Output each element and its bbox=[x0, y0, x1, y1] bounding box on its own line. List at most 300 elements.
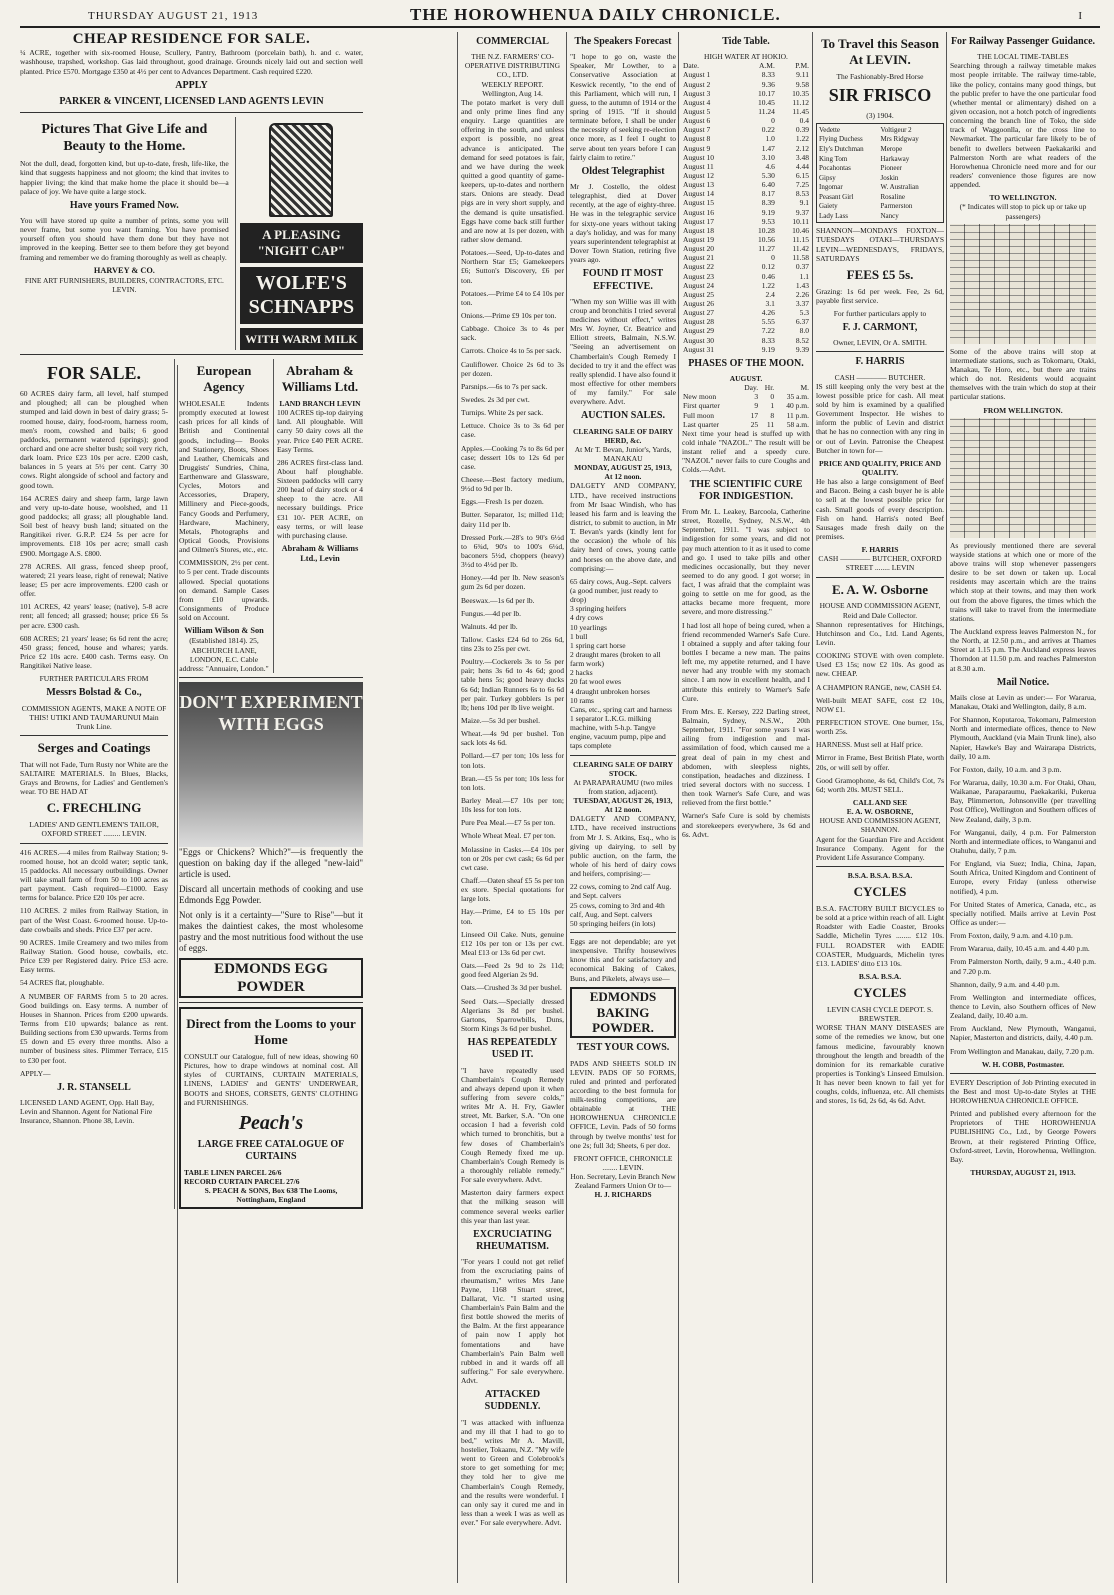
pedigree-entry: Ingomar bbox=[819, 183, 843, 192]
mail-text-13: From Auckland, New Plymouth, Wanganui, Napier, Masterton and districts, daily, 4.40 p.m. bbox=[950, 1024, 1096, 1043]
tide-cell: August 1 bbox=[683, 70, 711, 80]
tide-cell: August 11 bbox=[683, 161, 714, 171]
harris-text-2: He has also a large consignment of Beef and Bacon. Being a cash buyer he is able to sell at the lowest possible price for cash. Small goods of every description. Fish on hand. Harris's noted Beef Sausages made fresh daily on the premises. bbox=[816, 477, 944, 542]
tide-cell: 3.1 bbox=[765, 298, 775, 308]
commercial-para-2: Potatoes.—Seed, Up-to-dates and Northern Star £5; Gamekeepers £6; Sutton's Discovery, £6 per ton. bbox=[461, 248, 564, 285]
tide-cell: 9.19 bbox=[761, 207, 775, 217]
edmonds-egg-powder: EDMONDS EGG POWDER bbox=[179, 958, 363, 999]
found-text: "When my son Willie was ill with croup and bronchitis I tried several medicines without effect," writes Mrs W. Joyner, Cr. Beatrice and Elliott streets, Balmain, N.S.W. "Seeing an advertisement on Chamberlain's Cough Remedy I decided to try it and the effect was really splendid. I have also found it most effective for other members of my family." For sale everywhere. Advt. bbox=[570, 296, 676, 407]
pedigree-entry: Pocahontas bbox=[819, 164, 851, 173]
tide-sub: HIGH WATER AT HOKIO. bbox=[704, 52, 788, 62]
european-text: WHOLESALE Indents promptly executed at lowest cash prices for all kinds of British and Continental goods, including— Books and Stationery, Boots, Shoes and Leather, Chemicals and Druggists' Sundries, China, Earthenware and Glassware, Cycles, Motors and Accessories, Drapery, Millinery and Piece-goods, Fancy Goods and Perfumery, Hardware, Machinery, Metals, Photographs and Optical Goods, Provisions and Oilmen's Stores, etc., etc. bbox=[179, 398, 269, 555]
fees-label: FEES £5 5s. bbox=[846, 266, 914, 282]
mail-text-3: For Foxton, daily, 10 a.m. and 3 p.m. bbox=[950, 764, 1062, 774]
abraham-title: Abraham & Williams Ltd. bbox=[281, 363, 359, 395]
lot2-3: 50 springing heifers (in lots) bbox=[570, 918, 656, 928]
pedigree-entry: Peasant Girl bbox=[819, 192, 854, 201]
tide-row bbox=[682, 171, 810, 180]
tide-cell: 10.35 bbox=[792, 88, 809, 98]
harvey-name: HARVEY & CO. bbox=[93, 265, 155, 275]
european-commission: COMMISSION, 2½ per cent. to 5 per cent. Trade discounts allowed. Special quotations on demand. Sample Cases from £10 upwards. Consignments of Produce sold on Account. bbox=[179, 558, 269, 623]
lot1-11: 10 rams bbox=[570, 695, 594, 705]
lot1-8: 2 hacks bbox=[570, 668, 593, 678]
pedigree-entry: Harkaway bbox=[880, 154, 910, 163]
commercial-para-21: Tallow. Casks £24 6d to 26s 6d, tins 23s to 25s per cwt. bbox=[461, 634, 564, 654]
test-cows-text: PADS AND SHEETS SOLD IN LEVIN. PADS OF 50 FORMS, ruled and printed and perforated according to the best formula for milk-testing competitions, are obtainable at THE HOROWHENUA CHRONICLE OFFICE, Levin. Pads of 50 forms through by twelve months' test for one 2s; full 3d; Sheets, 6 per doz. bbox=[570, 1058, 676, 1150]
eggs-text: Discard all uncertain methods of cooking and use Edmonds Egg Powder. bbox=[179, 883, 363, 905]
tide-cell: 5.30 bbox=[761, 171, 775, 181]
phase-cell: 17 bbox=[750, 410, 759, 420]
commercial-para-1: The potato market is very dull and only prime lines find any enquiry. Large quantities are offering in the south, and unless export is possible, no great advance is anticipated. The demand for seed potatoes is fair, and we have during the week quitted a good quantity of game-keepers, up-to-dates and northern stars. Onions are steady. Dead pigs are in very short supply, and the demand is quite unsatisfied. Eggs have come back still further and are now at 1s per dozen, with rather slow demand. bbox=[461, 97, 564, 244]
grazing-text: Grazing: 1s 6d per week. Fee, 2s 6d, payable first service. bbox=[816, 286, 944, 305]
mail-title: Mail Notice. bbox=[996, 676, 1050, 688]
tide-cell: 0 bbox=[771, 116, 775, 126]
peach-catalogue: LARGE FREE CATALOGUE OF CURTAINS bbox=[197, 1139, 345, 1163]
worse-text: WORSE THAN MANY DISEASES are some of the remedies we know, but one famous medicine, favourably known throughout the length and breadth of the dominion for its remarkable curative properties is Tonking's Linseed Emulsion. It has never been known to fail yet for coughs, colds, influenza, etc. All chemists and stores, 1s 6d, 2s 6d, 4s 6d. Advt. bbox=[816, 1023, 944, 1106]
european-title: European Agency bbox=[196, 363, 252, 395]
telegraphist-title: Oldest Telegraphist bbox=[581, 165, 665, 177]
cure-text: From Mr. L. Leakey, Barcoola, Catherine street, Rozelle, Sydney, N.S.W., 4th September, 1911. "I was subject to indigestion for some years, and did not pay much attention to it as it used to come and go. I used to take pills and other medicines occasionally, but they never seemed to do any good. I got worse; in fact, I was afraid that the complaint was going to settle on me for good, as the attacks became more frequent, more severe, and more distressing." bbox=[682, 506, 810, 617]
pedigree-entry: Parmerston bbox=[880, 202, 913, 211]
tide-cell: 1.22 bbox=[795, 134, 809, 144]
cure-text-3: From Mrs. E. Kersey, 222 Darling street, Balmain, Sydney, N.S.W., 20th September, 1911. "For some years I was ailing from indigestion and mal-assimilation of food, which caused me a great deal of pain in my chest and abdomen, with sleepless nights, constipation, headaches and dizziness. I tried several doctors with no success. I then took Warner's Safe Cure, and was relieved from the first bottle." bbox=[682, 706, 810, 808]
time-tables-label: THE LOCAL TIME-TABLES bbox=[977, 52, 1069, 62]
telegraphist-text: Mr J. Costello, the oldest telegraphist, died at Dover recently, at the age of eighty-three. He was in the telegraphic service for sixty-one years without taking a day's holiday, and was for many years superintendent telegraphist at Dover Town Station, retiring five years ago. bbox=[570, 182, 676, 265]
tide-cell: 9.1 bbox=[799, 198, 809, 208]
bolstad-name: Messrs Bolstad & Co., bbox=[46, 687, 142, 699]
phase-cell: 1 bbox=[770, 401, 775, 411]
gramophone-text: Good Gramophone, 4s 6d, Child's Cot, 7s 6d; worth 20s. MUST SELL. bbox=[816, 775, 944, 794]
tide-cell: 11.24 bbox=[758, 107, 775, 117]
for-sale-title: FOR SALE. bbox=[46, 363, 142, 384]
tide-cell: 0 bbox=[771, 253, 775, 263]
bsa-text: B.S.A. FACTORY BUILT BICYCLES to be sold at a price within reach of all. Light Roadster with Eadie Coaster, Brooks Saddle, Michelin Tyres ........ £12 10s. FULL ROADSTER with EADIE COASTER, Mudguards, Michelin tyres £13. LADIES' ditto £13 10s. bbox=[816, 903, 944, 968]
wilson-name: William Wilson & Son bbox=[184, 626, 264, 636]
phase-cell: Full moon bbox=[683, 410, 715, 420]
commercial-para-6: Carrots. Choice 4s to 5s per sack. bbox=[461, 346, 562, 356]
tide-row bbox=[682, 70, 810, 79]
tide-cell: August 7 bbox=[683, 125, 711, 135]
weekly-report: WEEKLY REPORT. bbox=[481, 79, 544, 89]
dalgety1-text: DALGETY AND COMPANY, LTD., have received instructions from Mr Isaac Windish, who has leased his farm and is leaving the district, to submit to auction, in Mr T. Bevan's yards (kindly lent for the occasion) the whole of his dairy herd of cows, young cattle and horses on the above date, and comprising:— bbox=[570, 481, 676, 573]
harris-text: IS still keeping only the very best at the lowest possible price for cash. All meat sold by him is examined by a qualified Government Inspector. He wishes to inform the public of Levin and district that he has no connection with any ring in or out of Levin. Patronise the Cheapest Butcher in town for— bbox=[816, 381, 944, 455]
mail-text-6: For England, via Suez; India, China, Japan, South Africa, United Kingdom and Continent of Europe, every Friday (unless otherwise notified), 4 p.m. bbox=[950, 859, 1096, 896]
edmonds-baking-powder: EDMONDS BAKING POWDER. bbox=[570, 987, 676, 1039]
pedigree-entry: Vedette bbox=[819, 125, 840, 134]
tide-row bbox=[682, 134, 810, 143]
commercial-para-4: Onions.—Prime £9 10s per ton. bbox=[461, 310, 557, 320]
timetable-grid-2 bbox=[950, 418, 1096, 538]
commercial-para-13: Cheese.—Best factory medium, 9½d to 9d per lb. bbox=[461, 474, 564, 494]
commercial-para-32: Hay.—Prime, £4 to £5 10s per ton. bbox=[461, 907, 564, 926]
commercial-para-18: Beeswax.—1s 6d per lb. bbox=[461, 595, 535, 605]
sale2-item-4: 54 ACRES flat, ploughable. bbox=[20, 978, 104, 988]
lot1-10: 4 draught unbroken horses bbox=[570, 686, 650, 696]
indicate-note: (* Indicates will stop to pick up or take up passengers) bbox=[959, 202, 1087, 221]
attacked-title: ATTACKED SUDDENLY. bbox=[484, 1389, 541, 1413]
tide-cell: 8.17 bbox=[761, 189, 775, 199]
tide-cell: 8.53 bbox=[795, 189, 809, 199]
aw-item-2: 286 ACRES first-class land. About half ploughable. Sixteen paddocks will carry 200 head of dairy stock or 4 sheep to the acre. All necessary buildings. Price £31 10/- PER ACRE, on easy terms, or will lease with purchasing clause. bbox=[276, 457, 363, 540]
horse-year: (3) 1904. bbox=[866, 110, 894, 120]
phase-cell: 8 bbox=[770, 410, 775, 420]
mail-text-14: From Wellington and Manakau, daily, 7.20 p.m. bbox=[950, 1046, 1094, 1056]
harness-text: HARNESS. Must sell at Half price. bbox=[816, 740, 923, 750]
phase-row bbox=[682, 411, 810, 420]
tide-cell: 10.11 bbox=[792, 216, 809, 226]
sale2-item-2: 110 ACRES. 2 miles from Railway Station, in part of the West Coast. 6-roomed house. Up-to-date cowbails and sheds. Price £37 per acre. bbox=[20, 906, 168, 934]
phase-cell: 0 bbox=[770, 392, 775, 402]
peach-logo: Peach's bbox=[238, 1111, 304, 1134]
attacked-text: "I was attacked with influenza and my ill that I had to go to bed," writes Mr A. Mavill, hostelier, Tokaanu, N.Z. "My wife went to Green and Colebrook's store to get something for me; they told her to give me Chamberlain's Cough Remedy, and the results were wonderful. I can only say it cured me and in less than a week I was as well as ever." For sale everywhere. Advt. bbox=[461, 1417, 564, 1528]
cycle-depot: LEVIN CASH CYCLE DEPOT. S. BREWSTER. bbox=[826, 1004, 934, 1024]
frechling-sub: LADIES' AND GENTLEMEN'S TAILOR, OXFORD STREET ......... LEVIN. bbox=[29, 820, 159, 839]
lot2-1: 22 cows, coming to 2nd calf Aug. and Sept. calvers bbox=[570, 882, 672, 901]
phase-cell: 25 bbox=[750, 419, 759, 429]
rheum-text: "For years I could not get relief from the excruciating pains of rheumatism," writes Mrs Jane Payne, 1168 Stuart street, Dallarat, Vic. "I started using Chamberlain's Pain Balm and the first bottle showed the merits of the Balm. At the first appearance of pain now I apply hot fomentations and have Chamberlain's Pain Balm well rubbed in and it wards off all suffering." For sale everywhere. Advt. bbox=[461, 1257, 564, 1386]
tide-row bbox=[682, 208, 810, 217]
commercial-para-36: Seed Oats.—Specially dressed Algerians 3s 8d per bushel. Gartons, Sparrowbills, Duns, Storm Kings 3s 6d per bushel. bbox=[461, 996, 564, 1033]
tide-cell: 0.12 bbox=[761, 262, 775, 272]
pedigree-entry: Joskin bbox=[880, 173, 899, 182]
tide-row bbox=[682, 189, 810, 198]
tide-cell: August 15 bbox=[683, 198, 715, 208]
tide-row bbox=[682, 317, 810, 326]
land-branch: LAND BRANCH LEVIN bbox=[279, 398, 361, 408]
lot1-6: 1 spring cart horse bbox=[570, 640, 626, 650]
cure-text-2: I had lost all hope of being cured, when a friend recommended Warner's Safe Cure. I obtained a supply and after taking four bottles I became a new man. The pains left me, my appetite returned, and I have never had any trouble with my stomach since. I am now in excellent health, and I attribute this entirely to Warner's Safe Cure. bbox=[682, 620, 810, 703]
call-see: CALL AND SEE bbox=[852, 797, 908, 807]
to-wellington: TO WELLINGTON. bbox=[989, 193, 1057, 203]
tide-cell: August 20 bbox=[683, 244, 715, 254]
some-trains: Some of the above trains will stop at intermediate stations, such as Tokomaru, Otaki, Manakau, Te Horo, etc., but there are trains which do not. Residents would acquaint themselves with the train which do stop at their particular stations. bbox=[950, 346, 1096, 402]
railway-title: For Railway Passenger Guidance. bbox=[950, 36, 1096, 47]
commercial-para-3: Potatoes.—Prime £4 to £4 10s per ton. bbox=[461, 288, 564, 307]
commercial-para-14: Eggs.—Fresh 1s per dozen. bbox=[461, 497, 544, 507]
tide-cell: August 13 bbox=[683, 180, 715, 190]
lot1-13: 1 separator L.K.G. milking machine, with 5-h.p. Tangye engine, vacuum pump, pipe and taps complete bbox=[570, 713, 666, 751]
sale2-item-3: 90 ACRES. 1mile Creamery and two miles from Railway Station. Good house, cowbails, etc. Price £39 per Registered dairy. Price £53 acre. Easy terms. bbox=[20, 937, 168, 975]
tide-cell: August 27 bbox=[683, 308, 715, 318]
from-wellington: FROM WELLINGTON. bbox=[983, 405, 1063, 415]
tide-cell: 11.58 bbox=[792, 253, 809, 263]
commercial-para-35: Oats.—Crushed 3s 3d per bushel. bbox=[461, 983, 562, 993]
eggs-not-text: Eggs are not dependable; are yet inexpensive. Thrifty housewives know this and for satisfactory and economical Baking of Cakes, Buns, and Pikelets, always use— bbox=[570, 937, 676, 983]
carmont-sub: Owner, LEVIN, Or A. SMITH. bbox=[833, 338, 927, 348]
commercial-para-28: Pure Pea Meal.—£7 5s per ton. bbox=[461, 818, 555, 828]
aw-foot: Abraham & Williams Ltd., Levin bbox=[281, 544, 359, 564]
tide-cell: 6.15 bbox=[795, 171, 809, 181]
pedigree-entry: Merope bbox=[880, 145, 903, 154]
pictures-title: Pictures That Give Life and Beauty to the Home. bbox=[41, 122, 208, 155]
commercial-para-7: Cauliflower. Choice 2s 6d to 3s per dozen. bbox=[461, 359, 564, 378]
pedigree-entry: Voltigeur 2 bbox=[880, 125, 912, 134]
column-commercial bbox=[461, 32, 564, 1583]
pedigree-entry: Nancy bbox=[880, 211, 899, 220]
phase-head-m: M. bbox=[800, 383, 809, 393]
tide-cell: 9.39 bbox=[795, 344, 809, 354]
tide-cell: August 3 bbox=[683, 88, 711, 98]
nightcap-text: A PLEASING "NIGHT CAP" bbox=[240, 223, 363, 263]
mail-text-8: From Foxton, daily, 9 a.m. and 4.10 p.m. bbox=[950, 931, 1073, 941]
clearing1-place: At Mr T. Bevan, Junior's, Yards, MANAKAU bbox=[574, 444, 672, 463]
tide-cell: 0.22 bbox=[761, 125, 775, 135]
front-office: FRONT OFFICE, CHRONICLE ........ LEVIN. bbox=[573, 1153, 673, 1173]
phase-cell: New moon bbox=[683, 392, 717, 402]
sale2-item-1: 416 ACRES.—4 miles from Railway Station; 9-roomed house, hot an dcold water; septic tank, 15 paddocks. All necessary outbuildings. Owner will take small farm of from 50 to 100 acres as part payment. Cash required—£1000. Easy terms for balance. Price £20 10s per acre. bbox=[20, 847, 168, 903]
tide-cell: 11.45 bbox=[792, 107, 809, 117]
tide-head-date: Date. bbox=[683, 61, 700, 71]
column-1 bbox=[20, 30, 363, 1583]
sale-item-3: 278 ACRES. All grass, fenced sheep proof, watered; 21 years lease, right of renewal; Native lease; £5 per acre improvements. £200 cash or offer. bbox=[20, 561, 168, 599]
tide-cell: 8.0 bbox=[799, 326, 809, 336]
stations-text: SHANNON—MONDAYS FOXTON—TUESDAYS OTAKI—THURSDAYS LEVIN—WEDNESDAYS, FRIDAYS, SATURDAYS bbox=[816, 226, 944, 263]
meat-safe: Well-built MEAT SAFE, cost £2 10s, NOW £1. bbox=[816, 695, 944, 714]
phase-cell: 11 p.m. bbox=[786, 410, 809, 420]
cycles-title: CYCLES bbox=[853, 884, 907, 900]
tide-cell: 9.19 bbox=[761, 344, 775, 354]
tide-cell: August 5 bbox=[683, 107, 711, 117]
pedigree-entry: Pioneer bbox=[880, 164, 902, 173]
masthead-date: THURSDAY AUGUST 21, 1913 bbox=[88, 10, 259, 22]
commercial-para-31: Chaff.—Oaten sheaf £5 5s per ton ex store. Special quotations for large lots. bbox=[461, 876, 564, 904]
tide-cell: August 22 bbox=[683, 262, 715, 272]
august-label: AUGUST. bbox=[729, 374, 763, 384]
residence-title: CHEAP RESIDENCE FOR SALE. bbox=[72, 31, 311, 47]
tide-row bbox=[682, 244, 810, 253]
tide-row bbox=[682, 326, 810, 335]
aw-item-1: 100 ACRES tip-top dairying land. All ploughable. Will carry 50 dairy cows all the year. Price £40 PER ACRE. Easy Terms. bbox=[276, 408, 363, 454]
harris-butcher: CASH ———— BUTCHER. bbox=[834, 372, 926, 382]
tide-cell: 4.6 bbox=[765, 161, 775, 171]
tide-row bbox=[682, 290, 810, 299]
phase-row bbox=[682, 420, 810, 429]
tide-cell: 7.22 bbox=[761, 326, 775, 336]
tide-row bbox=[682, 89, 810, 98]
commercial-para-20: Walnuts. 4d per lb. bbox=[461, 621, 518, 631]
harris-cash: CASH ———— BUTCHER, OXFORD STREET ........ LEVIN bbox=[818, 554, 942, 573]
tide-row bbox=[682, 336, 810, 345]
sale-item-1: 60 ACRES dairy farm, all level, half stumped and ploughed; all can be ploughed when stumped and laid down in best of dairy grass; 5-roomed house, dairy, food-room, harness room, men's room, cowshed and bails; 6 good paddocks, permanent watercd (springs); good orchard and one acre shelter bush; soil very rich, dark loam. Price £23 10s per acre. £200 cash, balances in 5 years at 5½ per cent. Carry 30 cows. Right alongside of school and factory and good town. bbox=[20, 389, 168, 490]
agent-text: Agent for the Guardian Fire and Accident Insurance Company. Agent for the Provident Life Assurance Company. bbox=[816, 834, 944, 862]
phases-title: PHASES OF THE MOON. bbox=[688, 357, 804, 369]
tide-head-pm: P.M. bbox=[795, 61, 809, 71]
column-tide bbox=[682, 32, 810, 1583]
mail-text-9: From Wararua, daily, 10.45 a.m. and 4.40 p.m. bbox=[950, 944, 1090, 954]
dalgety2-text: DALGETY AND COMPANY, LTD., have received instructions from Mr J. S. Atkins, Esq., who is giving up dairying, to sell by public auction, on the farm, the whole of his herd of dairy cows and heifers, comprising:— bbox=[570, 814, 676, 879]
pedigree-entry: Lady Lass bbox=[819, 211, 848, 220]
lot1-1: 65 dairy cows, Aug.-Sept. calvers (a good number, just ready to drop) bbox=[570, 576, 672, 605]
tide-cell: 10.46 bbox=[792, 225, 809, 235]
lot2-2: 25 cows, coming to 3rd and 4th calf, Aug. and Sept. calvers bbox=[570, 900, 665, 919]
clearing1-title: CLEARING SALE OF DAIRY HERD, &c. bbox=[572, 426, 674, 445]
phase-table bbox=[682, 383, 810, 429]
mail-text-7: For United States of America, Canada, etc., as specially notified. Mails arrive at Levin Post Office as under:— bbox=[950, 899, 1096, 927]
masthead-page: I bbox=[1078, 10, 1082, 22]
nz-farmers: THE N.Z. FARMERS' CO-OPERATIVE DISTRIBUTING CO., LTD. bbox=[464, 52, 561, 80]
phase-cell: 3 bbox=[754, 392, 759, 402]
tide-cell: 2.26 bbox=[795, 289, 809, 299]
tide-cell: 3.48 bbox=[795, 152, 809, 162]
commercial-para-10: Turnips. White 2s per sack. bbox=[461, 408, 544, 418]
column-travel bbox=[816, 32, 944, 1583]
pictures-text: Not the dull, dead, forgotten kind, but up-to-date, fresh, life-like, the kind that suggests happiness and not gloom; the kind that invites to happier living; the kind that make home the place it should be—a palace of joy. We have quite a large stock. bbox=[20, 159, 229, 196]
tide-cell: 6.37 bbox=[795, 317, 809, 327]
phase-head-hr: Hr. bbox=[764, 383, 775, 393]
repeat-title: HAS REPEATEDLY USED IT. bbox=[467, 1037, 558, 1061]
tide-row bbox=[682, 125, 810, 134]
framed-title: Have yours Framed Now. bbox=[69, 199, 179, 211]
tide-cell: August 21 bbox=[683, 253, 715, 263]
tide-cell: August 24 bbox=[683, 280, 715, 290]
phase-head-blank bbox=[682, 383, 737, 392]
osborne-sub: HOUSE AND COMMISSION AGENT, Reid and Dale Collector. bbox=[819, 601, 941, 620]
harris-name-2: F. HARRIS bbox=[861, 545, 899, 555]
clearing2-date: TUESDAY, AUGUST 26, 1913, At 12 noon. bbox=[573, 796, 673, 815]
warm-milk-text: WITH WARM MILK bbox=[240, 328, 363, 351]
tide-cell: August 26 bbox=[683, 298, 715, 308]
perfection-stove: PERFECTION STOVE. One burner, 15s, worth 25s. bbox=[816, 717, 944, 737]
serges-title: Serges and Coatings bbox=[37, 740, 151, 755]
tide-cell: 11.27 bbox=[758, 244, 775, 254]
column-railway bbox=[950, 32, 1096, 1583]
phase-cell: 58 a.m. bbox=[786, 419, 809, 429]
cobb-postmaster: W. H. COBB, Postmaster. bbox=[981, 1059, 1065, 1069]
lot1-4: 10 yearlings bbox=[570, 622, 607, 632]
commercial-para-15: Butter. Separator, 1s; milled 11d; dairy 11d per lb. bbox=[461, 510, 564, 529]
commercial-title: COMMERCIAL bbox=[476, 36, 549, 47]
tide-cell: 0.4 bbox=[799, 116, 809, 126]
tide-cell: 5.3 bbox=[799, 308, 809, 318]
lot1-2: 3 springing heifers bbox=[570, 604, 627, 614]
tide-cell: August 9 bbox=[683, 143, 711, 153]
bsa-label: B.S.A. B.S.A. B.S.A. bbox=[847, 870, 913, 880]
wolfes-text: WOLFE'S SCHNAPPS bbox=[240, 267, 363, 324]
tide-cell: 8.52 bbox=[795, 335, 809, 345]
further-label: FURTHER PARTICULARS FROM bbox=[39, 674, 149, 684]
pedigree-entry: Flying Duchess bbox=[819, 135, 863, 144]
bolstad-sub: COMMISSION AGENTS, MAKE A NOTE OF THIS! UTIKI AND TAUMARUNUI Main Trunk Line. bbox=[21, 703, 167, 731]
tide-row bbox=[682, 180, 810, 189]
clearing2-title: CLEARING SALE OF DAIRY STOCK. bbox=[572, 759, 674, 778]
tide-title: Tide Table. bbox=[722, 36, 770, 47]
pedigree-entry: Gipsy bbox=[819, 173, 836, 182]
sale-item-2: 164 ACRES dairy and sheep farm, large lawn and very up-to-date house, woolshed, and 11 good paddocks; all grass; all ploughable land. Soil best of heavy bush land; situated on the Rangitikei river. G.R.P. £24 5s per acre for improvements. £18 10s per acre; small cash £900. Mortgage A.S. £800. bbox=[20, 493, 168, 558]
repeat-text: "I have repeatedly used Chamberlain's Cough Remedy and always depend upon it when suffering from severe colds," writes Mr A. H. Fry, Gawler street, Mt. Barker, S.A. "On one occasion I had a feverish cold which turned to bronchitis, but a few doses of Chamberlain's Cough Remedy fixed me up. Chamberlain's Cough Remedy is a thoroughly reliable remedy." For sale everywhere. Advt. bbox=[461, 1065, 564, 1185]
job-printing: EVERY Description of Job Printing executed in the Best and most Up-to-date Styles at THE HOROWHENUA CHRONICLE OFFICE. bbox=[950, 1077, 1096, 1106]
framed-text: You will have stored up quite a number of prints, some you will never frame, but some you want framing. You have promised yourself often you should have them done but they have not improved in the keeping. Better see to them before they get beyond framing and remember we do framing thoroughly as well as cheaply. bbox=[20, 216, 229, 262]
tide-cell: 8.39 bbox=[761, 198, 775, 208]
tide-cell: 8.33 bbox=[761, 335, 775, 345]
auction-title: AUCTION SALES. bbox=[581, 410, 665, 422]
tide-row bbox=[682, 80, 810, 89]
test-cows-title: TEST YOUR COWS. bbox=[576, 1042, 670, 1054]
commercial-para-25: Pollard.—£7 per ton; 10s less for ton lots. bbox=[461, 751, 564, 770]
tide-cell: 9.53 bbox=[761, 216, 775, 226]
commercial-para-16: Dressed Pork.—28's to 90's 6½d to 6¾d, 90's to 100's 6¼d, baconers 5½d, choppers (heavy) 3½d to 4½d per lb. bbox=[461, 532, 564, 570]
footer-date: THURSDAY, AUGUST 21, 1913. bbox=[970, 1168, 1076, 1178]
pedigree-entry: Mrs Ridgway bbox=[880, 135, 919, 144]
tide-cell: 2.12 bbox=[795, 143, 809, 153]
tide-table bbox=[682, 61, 810, 354]
commercial-para-9: Swedes. 2s 3d per cwt. bbox=[461, 394, 530, 404]
osborne-name: E. A. W. Osborne bbox=[831, 581, 929, 597]
railway-text: Searching through a railway timetable makes most people irritable. The railway time-table, like the policy, contains many good things, but the public prefer to have the one particular food (whether mental or alimentary) dished on a given occasion, not a hotch potch of ingredients concerning the branch line of Toko, the side track of Waggoonlla, or the cross line to Newmarket. The particular fare likely to be of benefit to dwellers between Paekakariki and Palmerston North are what readers of the Horowhenua Chronicle need more and for our readers' convenience those figures are now appended. bbox=[950, 61, 1096, 190]
tide-row bbox=[682, 299, 810, 308]
tide-cell: 9.58 bbox=[795, 79, 809, 89]
tide-cell: 3.37 bbox=[795, 298, 809, 308]
commercial-para-12: Apples.—Cooking 7s to 8s 6d per case; dessert 10s to 12s 6d per case. bbox=[461, 443, 564, 471]
tide-cell: August 16 bbox=[683, 207, 715, 217]
commercial-para-29: Whole Wheat Meal. £7 per ton. bbox=[461, 831, 556, 841]
cure-title: THE SCIENTIFIC CURE FOR INDIGESTION. bbox=[689, 478, 803, 502]
tide-cell: August 18 bbox=[683, 225, 715, 235]
tide-row bbox=[682, 272, 810, 281]
forecast-text: "I hope to go on, waste the Speaker, Mr Lowther, to a Conservative Association at Keswick recently, "to the end of this Parliament, which will run, I guess, to the autumn of 1914 or the spring of 1915. "If it should terminate before, I shall be under the necessity of seeking re-election once more, as I feel I ought to serve about ten years before I can fairly claim to retire." bbox=[570, 52, 676, 162]
dont-experiment-text: DON'T EXPERIMENT WITH EGGS bbox=[179, 691, 363, 734]
tide-row bbox=[682, 235, 810, 244]
tide-cell: 4.26 bbox=[761, 308, 775, 318]
tide-cell: 9.11 bbox=[796, 70, 809, 80]
clearing2-place: At PARAPARAUMU (two miles from station, adjacent). bbox=[573, 777, 673, 796]
osborne-text: Shannon representatives for Hitchings, Hutchinson and Co., Ltd. Land Agents, Levin. bbox=[816, 619, 944, 647]
tide-row bbox=[682, 262, 810, 271]
cooking-stove: COOKING STOVE with oven complete. Used £3 15s; now £2 10s. As good as new. CHEAP. bbox=[816, 651, 944, 679]
tide-cell: 9.36 bbox=[761, 79, 775, 89]
fashion-label: The Fashionably-Bred Horse bbox=[836, 71, 924, 81]
parker-vincent: PARKER & VINCENT, LICENSED LAND AGENTS LEVIN bbox=[59, 95, 324, 107]
tide-row bbox=[682, 116, 810, 125]
wilson-sub: (Established 1814). 25, ABCHURCH LANE, LONDON, E.C. Cable address: "Annuaire, London." bbox=[179, 636, 269, 673]
pedigree-entry: Ely's Dutchman bbox=[819, 145, 864, 154]
cycles-title-2: CYCLES bbox=[853, 985, 907, 1001]
commercial-para-11: Lettuce. Choice 3s to 3s 6d per case. bbox=[461, 421, 564, 440]
tide-cell: 0.46 bbox=[761, 271, 775, 281]
tide-cell: August 4 bbox=[683, 97, 711, 107]
stansell-sub: LICENSED LAND AGENT, Opp. Hall Bay, Levin and Shannon. Agent for National Fire Insurance, Shannon. Phone 38, Levin. bbox=[20, 1097, 154, 1126]
mail-text-4: For Wararua, daily, 10.30 a.m. For Otaki, Ohau, Waikanae, Paraparaumu, Paekakariki, Pukerua Bay, Plimmerton, Johnsonville (per travelling Post Office), Wellington and Southern offices of New Zealand, daily, 3 p.m. bbox=[950, 777, 1096, 824]
peach-text: CONSULT our Catalogue, full of new ideas, showing 60 Pictures, how to drape windows at nominal cost. All styles of CURTAINS, CURTAIN MATERIALS, LINENS, LADIES' and GENTS' UNDERWEAR, BOOTS and SHOES, CORSETS, GENTS' CLOTHING and FURNISHINGS. bbox=[184, 1052, 358, 1107]
record-parcel: RECORD CURTAIN PARCEL 27/6 bbox=[184, 1176, 300, 1186]
tide-cell: August 14 bbox=[683, 189, 715, 199]
tide-cell: 8.33 bbox=[761, 70, 775, 80]
clearing1-date: MONDAY, AUGUST 25, 1913, At 12 noon. bbox=[574, 463, 672, 482]
masthead bbox=[20, 4, 1100, 28]
phase-cell: Last quarter bbox=[683, 419, 720, 429]
tide-cell: August 17 bbox=[683, 216, 715, 226]
tide-head-am: A.M. bbox=[759, 61, 775, 71]
commercial-para-34: Oats.—Feed 2s 9d to 2s 11d; good feed Algerian 2s 9d. bbox=[461, 961, 564, 980]
hon-secretary: Hon. Secretary, Levin Branch New Zealand Farmers Union Or to— bbox=[570, 1172, 676, 1191]
tide-row bbox=[682, 98, 810, 107]
commercial-para-30: Molassine in Casks.—£4 10s per ton or 20s per cwt cask; 6s 6d per cwt case. bbox=[461, 844, 564, 872]
phase-cell: 11 bbox=[766, 419, 775, 429]
richards-name: H. J. RICHARDS bbox=[594, 1190, 652, 1200]
mirror-text: Mirror in Frame, Best British Plate, worth 20s, or will sell by offer. bbox=[816, 753, 944, 772]
residence-text: ¼ ACRE, together with six-roomed House, Scullery, Pantry, Bathroom (porcelain bath), h. and c. water, washhouse, trapshed, workshop. Gas laid throughout, good drainage. Grounds nicely laid out and section well planted. Price £570. Mortgage £350 at 4½ per cent to Advances Department. Cash required £220. bbox=[20, 48, 363, 76]
tide-row bbox=[682, 226, 810, 235]
tide-cell: August 6 bbox=[683, 116, 711, 126]
commercial-para-26: Bran.—£5 5s per ton; 10s less for ton lots. bbox=[461, 773, 564, 792]
tide-cell: August 8 bbox=[683, 134, 711, 144]
tide-cell: 6.40 bbox=[761, 180, 775, 190]
sale2-item-5: A NUMBER OF FARMS from 5 to 20 acres. Good buildings on. Easy terms. A number of Houses in Shannon. Prices from £200 upwards. Terms from £10 upwards; balance as rent. Building sections from £30 upwards. Terms from £5 down and £5 every three months. Also a number of business sites. Plimmer Terrace, £15 to £30 per foot. bbox=[20, 991, 168, 1065]
tide-cell: August 12 bbox=[683, 171, 715, 181]
masthead-title: THE HOROWHENUA DAILY CHRONICLE. bbox=[410, 5, 781, 24]
mail-text-10: From Palmerston North, daily, 9 a.m., 4.40 p.m. and 7.20 p.m. bbox=[950, 957, 1096, 976]
commercial-para-17: Honey.—4d per lb. New season's gum 2s 6d per dozen. bbox=[461, 573, 564, 592]
eggs-text-2: Not only is it a certainty—"Sure to Rise"—but it makes the daintiest cakes, the most wholesome pastry and the most nutritious food without the use of eggs. bbox=[179, 909, 363, 953]
